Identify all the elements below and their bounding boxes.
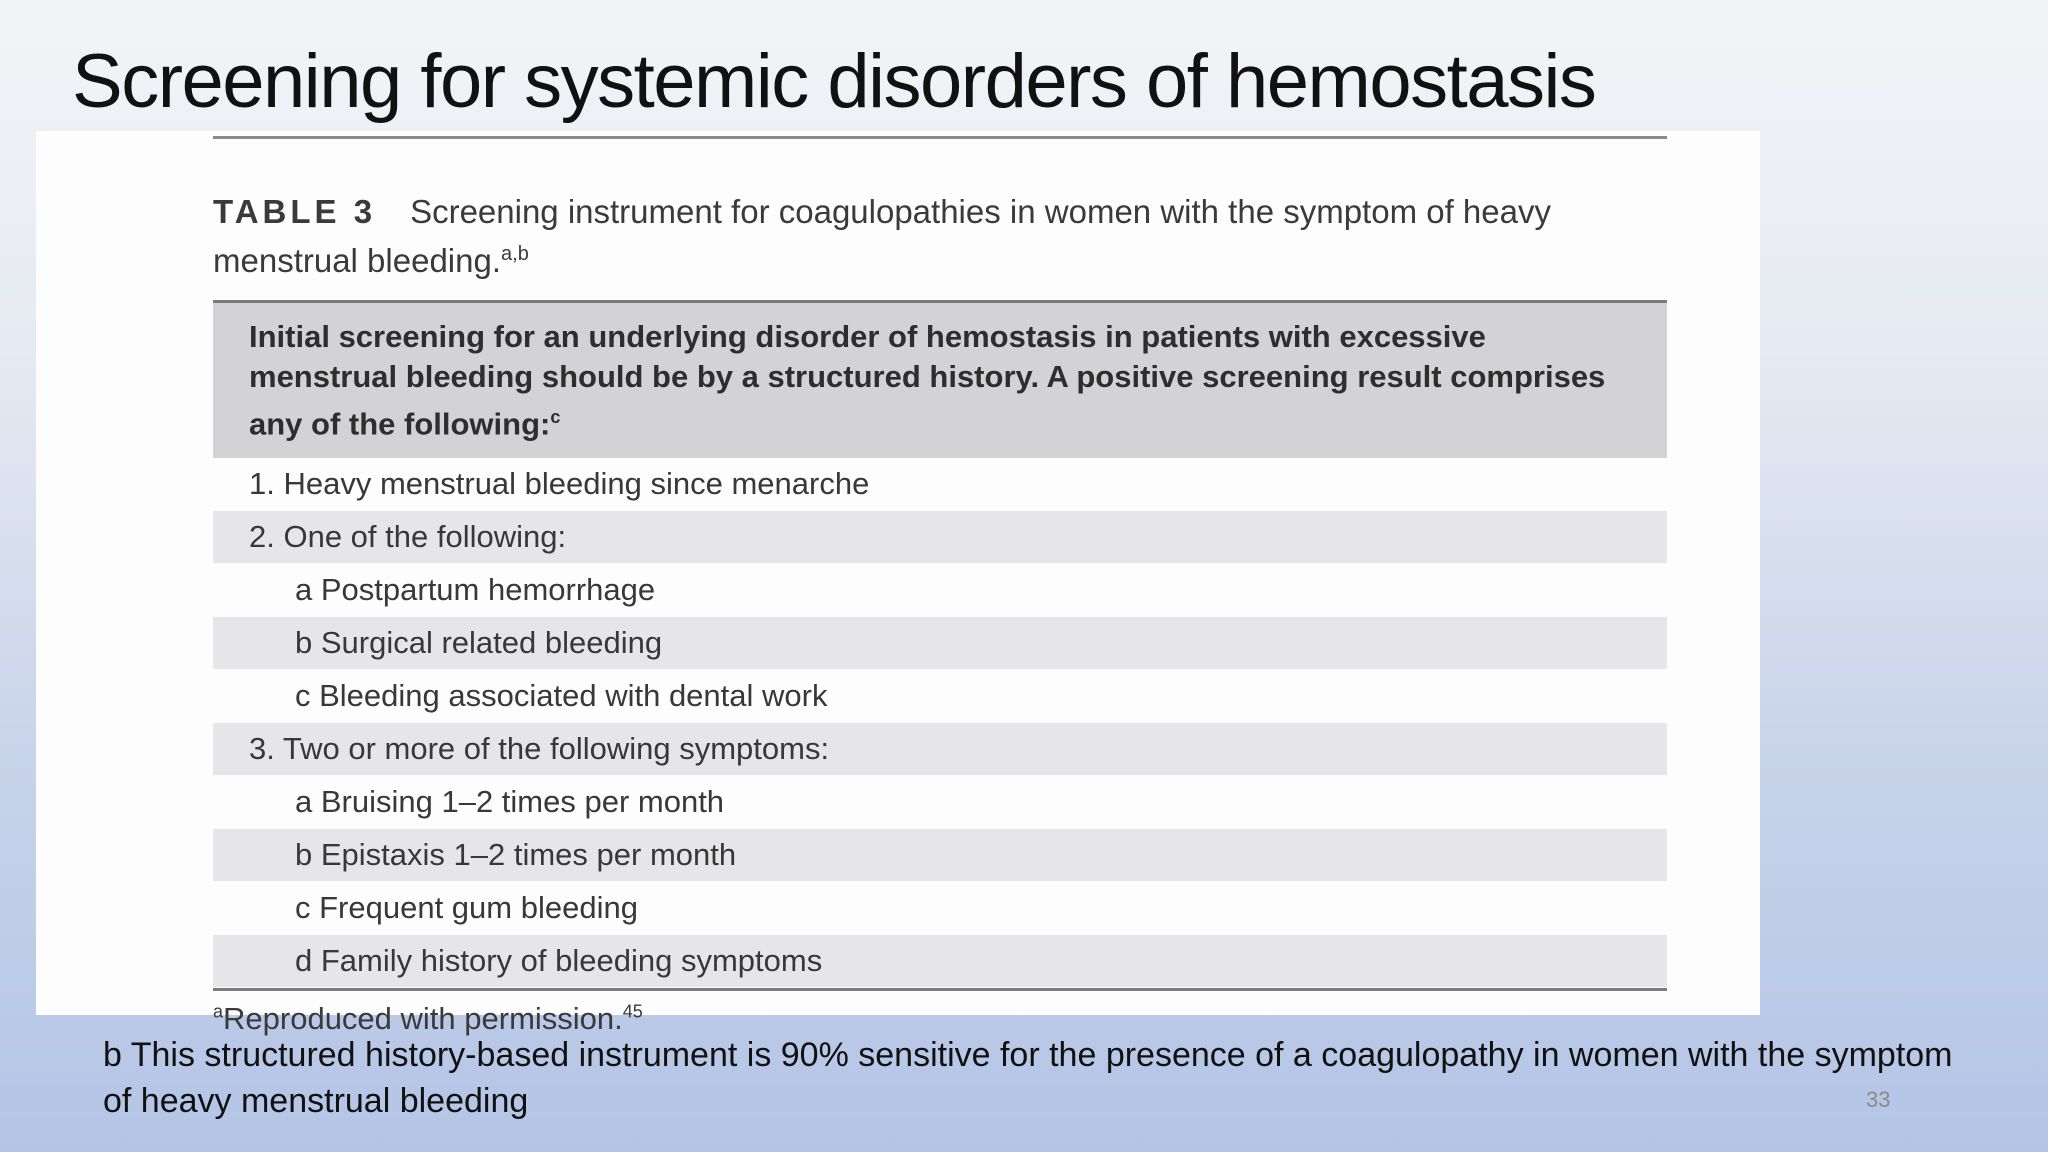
- slide-title: Screening for systemic disorders of hemostasis: [72, 39, 1596, 124]
- table-header-superscript: c: [550, 407, 561, 427]
- table-row: d Family history of bleeding symptoms: [213, 935, 1667, 987]
- table-bottom-rule: [213, 988, 1667, 991]
- table-row: a Postpartum hemorrhage: [295, 572, 656, 608]
- footnote-superscript: 45: [622, 1002, 643, 1022]
- slide-note: b This structured history-based instrument is 90% sensitive for the presence of a coagulopathy in women with the symptom of heavy menstrual bleeding: [103, 1036, 1953, 1120]
- screening-table: [213, 136, 1667, 1037]
- table-header-text: Initial screening for an underlying disorder of hemostasis in patients with excessive menstrual bleeding should be by a structured history. A positive screening result comprises any of the following:: [249, 319, 1606, 442]
- table-row: b Epistaxis 1–2 times per month: [213, 829, 1667, 881]
- table-caption-text: Screening instrument for coagulopathies in women with the symptom of heavy menstrual bleeding.: [213, 193, 1551, 279]
- page-number: 33: [1866, 1087, 1891, 1112]
- table-row: 3. Two or more of the following symptoms:: [213, 723, 1667, 775]
- table-row: c Frequent gum bleeding: [295, 890, 638, 926]
- table-row: 2. One of the following:: [213, 511, 1667, 563]
- footnote-text: Reproduced with permission.: [223, 1001, 623, 1037]
- table-header: [213, 300, 1667, 458]
- table-row: c Bleeding associated with dental work: [295, 678, 828, 714]
- table-label: TABLE 3: [213, 193, 377, 230]
- table-row: 1. Heavy menstrual bleeding since menarche: [249, 466, 870, 502]
- table-caption: [213, 191, 1667, 282]
- footnote-marker: a: [213, 1002, 224, 1022]
- table-row: a Bruising 1–2 times per month: [295, 784, 725, 820]
- table-caption-superscript: a,b: [501, 243, 529, 265]
- table-image-panel: [36, 131, 1760, 1037]
- table-row: b Surgical related bleeding: [213, 617, 1667, 669]
